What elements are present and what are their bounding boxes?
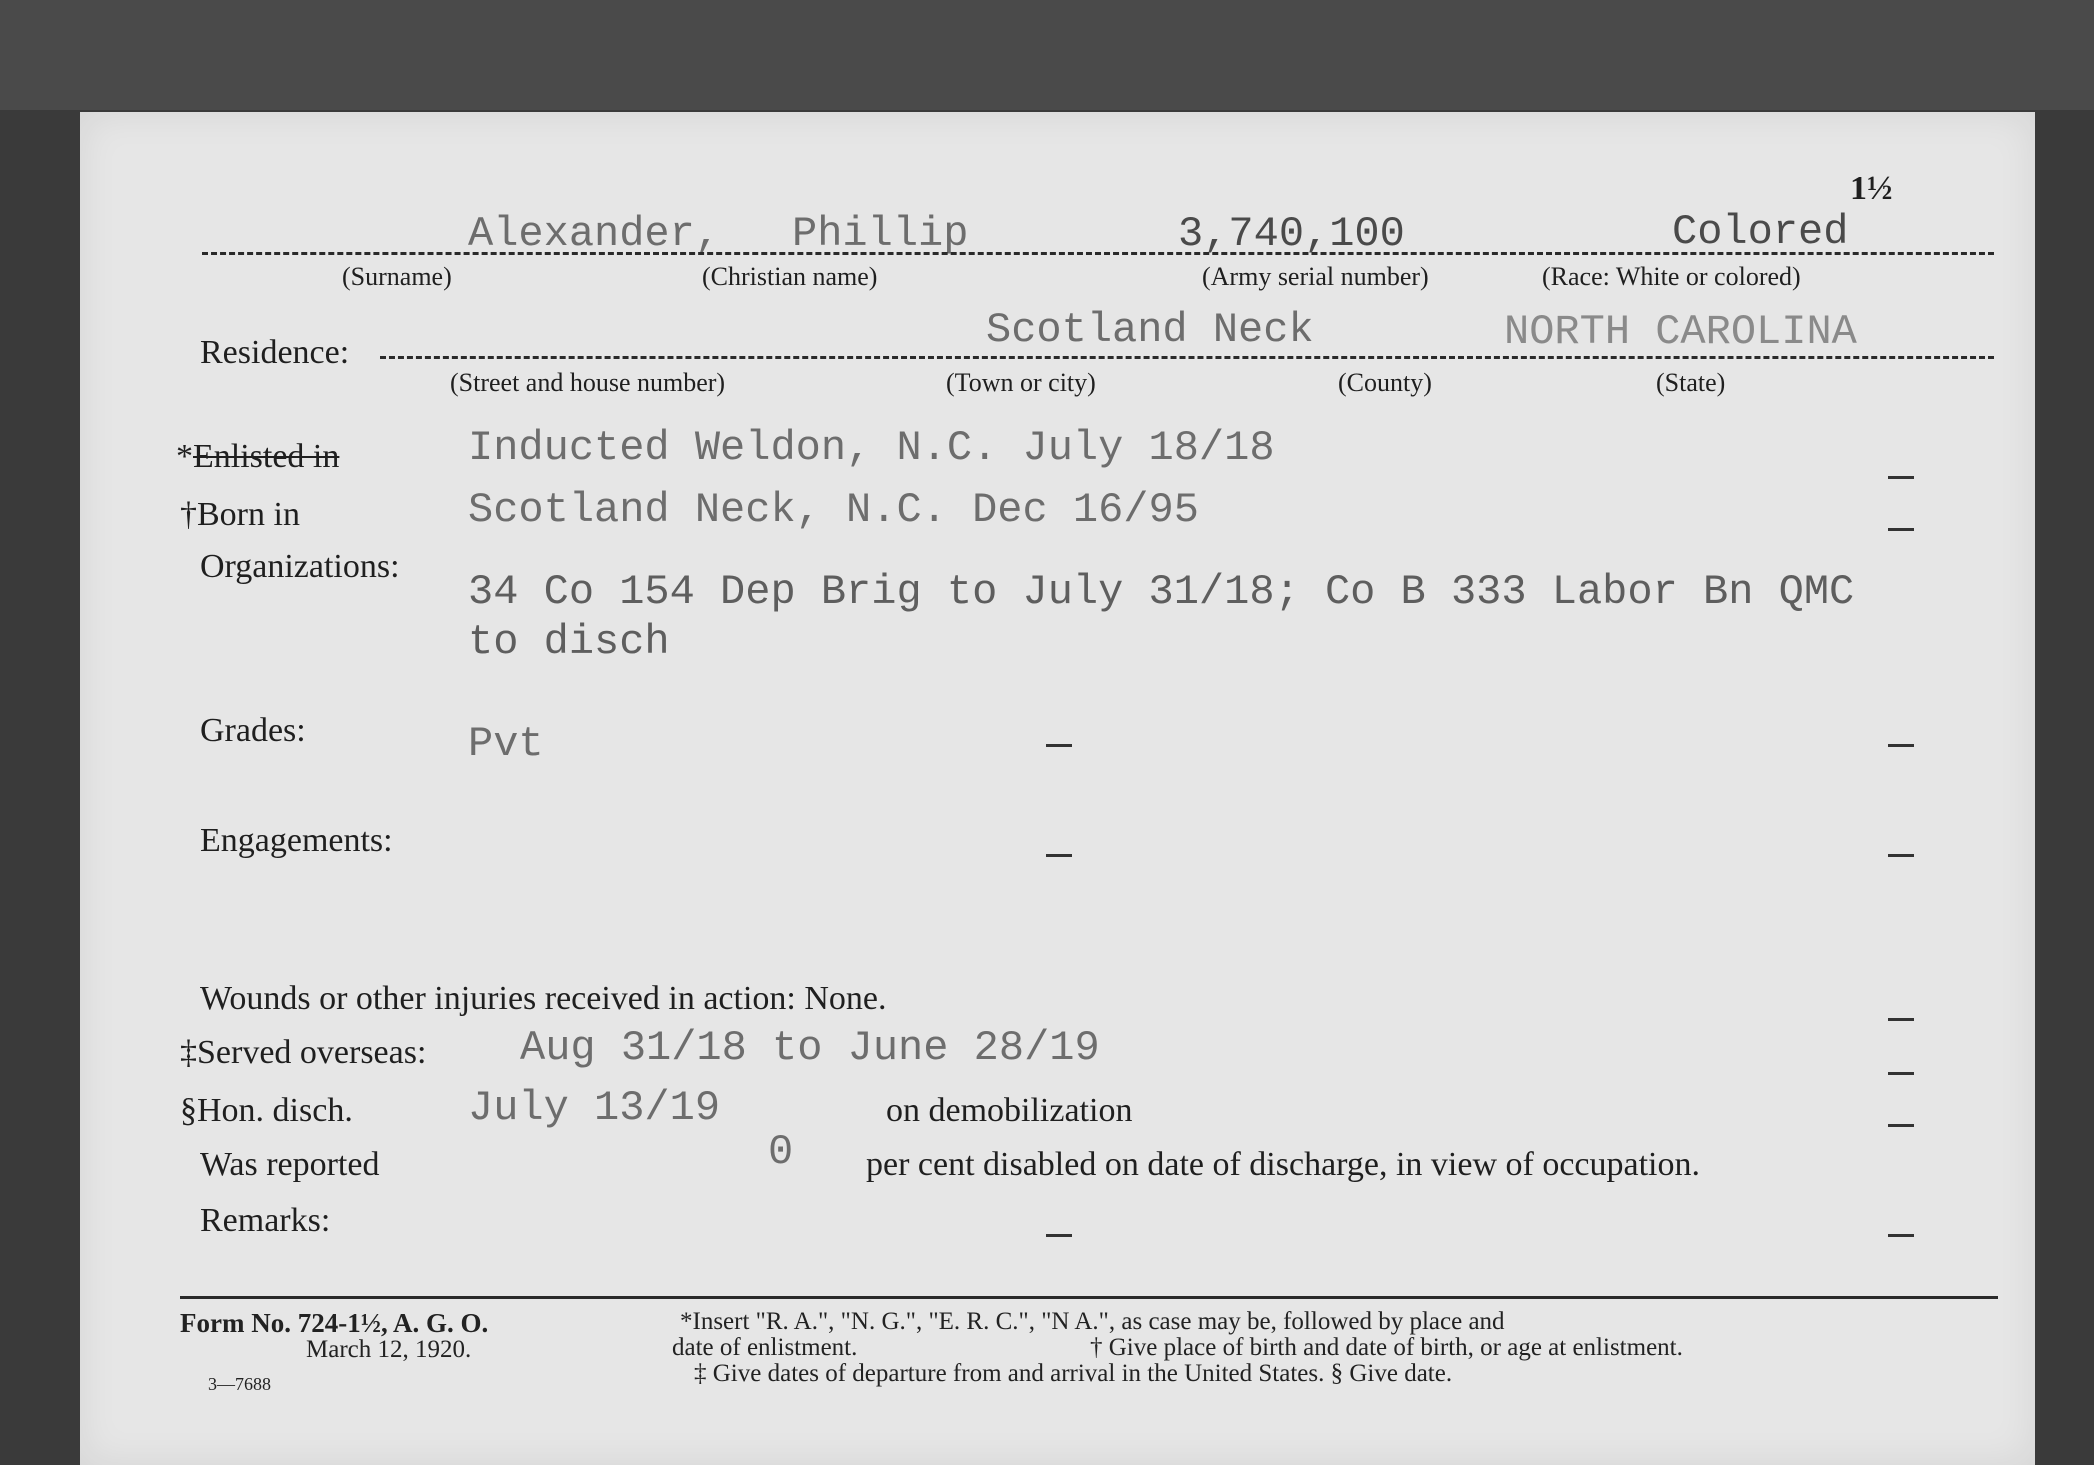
organizations-line-1: 34 Co 154 Dep Brig to July 31/18; Co B 333 Labor Bn QMC	[468, 568, 1855, 616]
born-label	[180, 496, 300, 534]
engagements-end-dash	[1888, 854, 1914, 857]
serial-number-value: 3,740,100	[1178, 210, 1405, 258]
born-value: Scotland Neck, N.C. Dec 16/95	[468, 486, 1199, 534]
card-sequence-number: 1½	[1850, 170, 1893, 207]
enlisted-value: Inducted Weldon, N.C. July 18/18	[468, 424, 1275, 472]
discharge-marker: §	[180, 1092, 197, 1129]
grades-value: Pvt	[468, 720, 544, 768]
residence-state-value: NORTH CAROLINA	[1504, 308, 1857, 356]
form-date: March 12, 1920.	[306, 1336, 472, 1363]
residence-label: Residence:	[200, 334, 350, 371]
remarks-mid-dash	[1046, 1234, 1072, 1237]
overseas-marker: ‡	[180, 1034, 197, 1071]
enlisted-label	[176, 438, 339, 476]
organizations-label: Organizations:	[200, 548, 400, 585]
serial-caption: (Army serial number)	[1202, 262, 1429, 291]
overseas-end-dash	[1888, 1072, 1914, 1075]
disability-percent-value: 0	[768, 1128, 794, 1176]
discharge-reason-value: on demobilization	[886, 1092, 1133, 1129]
born-end-dash	[1888, 528, 1914, 531]
wounds-label	[200, 980, 887, 1018]
header-rule	[202, 252, 1994, 255]
footnote-enlistment-cont: date of enlistment.	[672, 1334, 858, 1361]
engagements-mid-dash	[1046, 854, 1072, 857]
street-caption: (Street and house number)	[450, 368, 726, 397]
residence-rule	[380, 356, 1994, 359]
print-code: 3—7688	[208, 1374, 271, 1394]
overseas-value: Aug 31/18 to June 28/19	[520, 1024, 1100, 1072]
overseas-label-text: Served overseas:	[197, 1034, 427, 1071]
grades-label: Grades:	[200, 712, 306, 749]
wounds-end-dash	[1888, 1018, 1914, 1021]
overseas-label	[180, 1034, 426, 1072]
christian-name-value: Phillip	[792, 210, 969, 258]
remarks-label: Remarks:	[200, 1202, 331, 1239]
scanner-background	[0, 0, 2094, 110]
enlisted-label-text: Enlisted in	[193, 438, 340, 475]
enlisted-end-dash	[1888, 476, 1914, 479]
surname-caption: (Surname)	[342, 262, 452, 291]
engagements-label: Engagements:	[200, 822, 393, 859]
discharge-label	[180, 1092, 353, 1130]
discharge-label-text: Hon. disch.	[197, 1092, 353, 1129]
discharge-date-value: July 13/19	[468, 1084, 721, 1132]
form-number: Form No. 724-1½, A. G. O.	[180, 1308, 489, 1338]
born-marker: †	[180, 496, 197, 533]
born-label-text: Born in	[197, 496, 300, 533]
grades-mid-dash	[1046, 744, 1072, 747]
residence-town-value: Scotland Neck	[986, 306, 1314, 354]
state-caption: (State)	[1656, 368, 1726, 397]
footnote-overseas: ‡ Give dates of departure from and arrival in the United States. § Give date.	[694, 1360, 1453, 1387]
wounds-label-text: Wounds or other injuries received in action:	[200, 980, 796, 1017]
remarks-end-dash	[1888, 1234, 1914, 1237]
service-record-card	[80, 112, 2035, 1465]
reported-label: Was reported	[200, 1146, 380, 1183]
wounds-value: None.	[804, 980, 887, 1017]
enlisted-marker: *	[176, 438, 193, 475]
christian-name-caption: (Christian name)	[702, 262, 878, 291]
race-value: Colored	[1672, 208, 1849, 256]
county-caption: (County)	[1338, 368, 1432, 397]
town-caption: (Town or city)	[946, 368, 1096, 397]
footnote-enlistment: *Insert "R. A.", "N. G.", "E. R. C.", "N A.", as case may be, followed by place and	[680, 1308, 1505, 1335]
reported-suffix: per cent disabled on date of discharge, in view of occupation.	[866, 1146, 1700, 1183]
race-caption: (Race: White or colored)	[1542, 262, 1801, 291]
footer-rule	[180, 1296, 1998, 1299]
grades-end-dash	[1888, 744, 1914, 747]
surname-value: Alexander,	[468, 210, 721, 258]
discharge-end-dash	[1888, 1124, 1914, 1127]
organizations-line-2: to disch	[468, 618, 670, 666]
footnote-birth: † Give place of birth and date of birth, or age at enlistment.	[1090, 1334, 1683, 1361]
